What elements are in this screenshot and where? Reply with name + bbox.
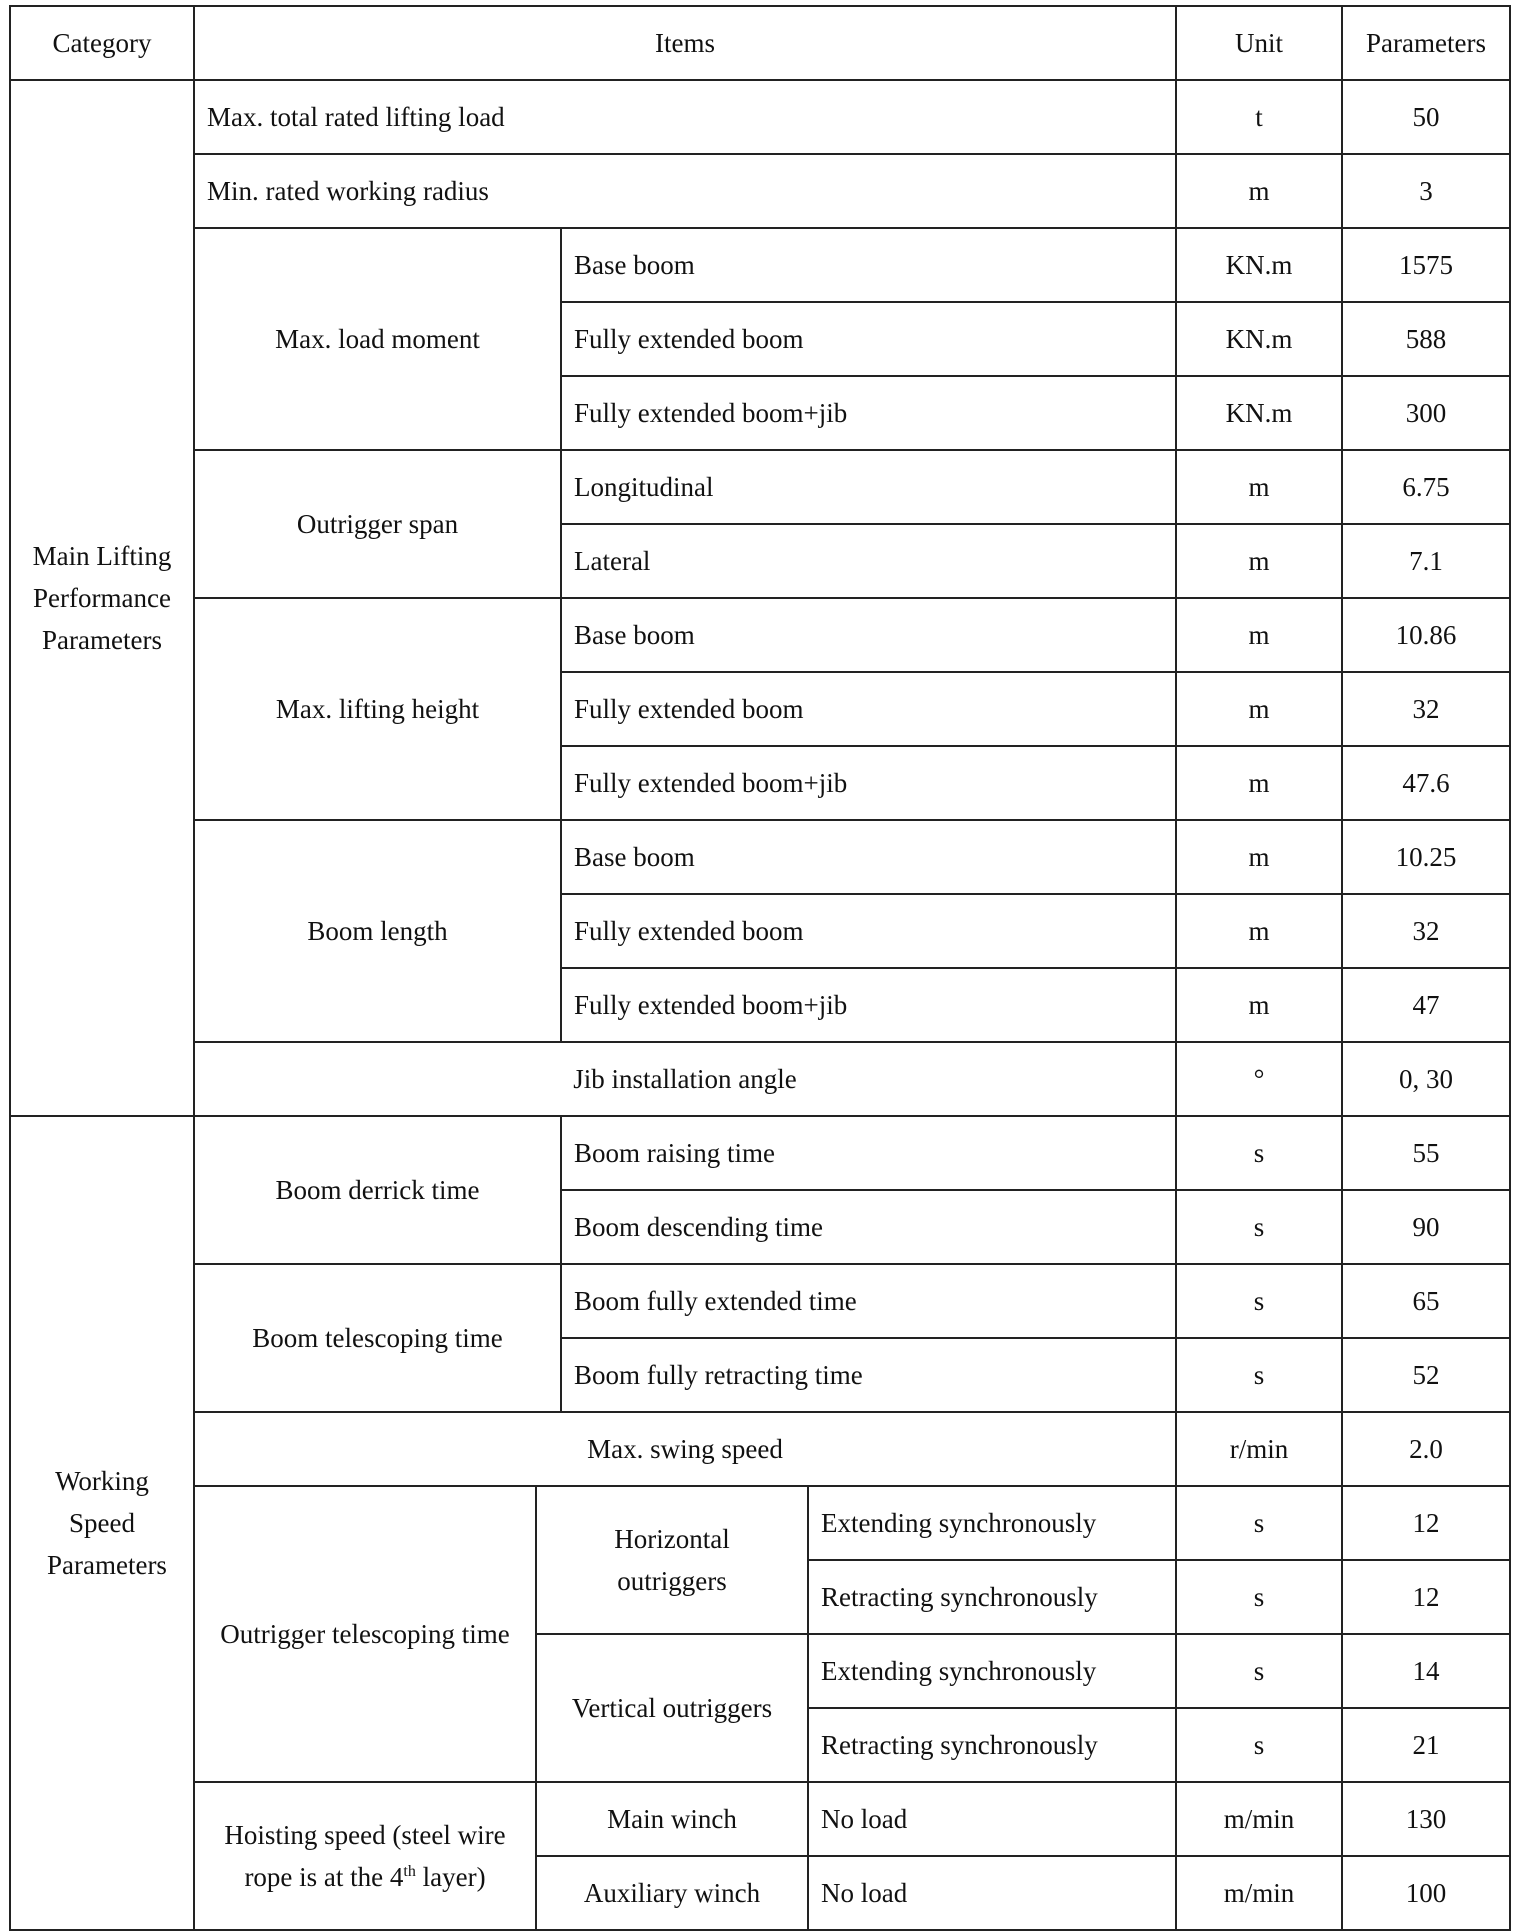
value-cell: 130 bbox=[1342, 1782, 1510, 1856]
item-label: Base boom bbox=[561, 228, 1176, 302]
unit-cell: m/min bbox=[1176, 1782, 1342, 1856]
group-label: Outrigger telescoping time bbox=[194, 1486, 536, 1782]
unit-cell: m bbox=[1176, 968, 1342, 1042]
group-label: Boom telescoping time bbox=[194, 1264, 561, 1412]
value-cell: 10.25 bbox=[1342, 820, 1510, 894]
value-cell: 7.1 bbox=[1342, 524, 1510, 598]
table-row bbox=[10, 1264, 1510, 1338]
unit-cell: s bbox=[1176, 1486, 1342, 1560]
subgroup-label: Vertical outriggers bbox=[536, 1634, 808, 1782]
header-items: Items bbox=[194, 6, 1176, 80]
table-row bbox=[10, 1042, 1510, 1116]
value-cell: 2.0 bbox=[1342, 1412, 1510, 1486]
value-cell: 12 bbox=[1342, 1486, 1510, 1560]
item-label: Retracting synchronously bbox=[808, 1560, 1176, 1634]
table-row bbox=[10, 1412, 1510, 1486]
spec-table bbox=[9, 5, 1511, 1931]
header-parameters: Parameters bbox=[1342, 6, 1510, 80]
hoisting-label-part1: Hoisting speed (steel wire rope is at the 4 bbox=[224, 1820, 506, 1892]
unit-cell: m bbox=[1176, 672, 1342, 746]
value-cell: 52 bbox=[1342, 1338, 1510, 1412]
table-row bbox=[10, 820, 1510, 894]
value-cell: 14 bbox=[1342, 1634, 1510, 1708]
unit-cell: r/min bbox=[1176, 1412, 1342, 1486]
value-cell: 300 bbox=[1342, 376, 1510, 450]
item-label: Fully extended boom bbox=[561, 672, 1176, 746]
item-label: Base boom bbox=[561, 820, 1176, 894]
item-label: Longitudinal bbox=[561, 450, 1176, 524]
item-label: No load bbox=[808, 1856, 1176, 1930]
table-row bbox=[10, 450, 1510, 524]
unit-cell: s bbox=[1176, 1190, 1342, 1264]
item-label: Max. total rated lifting load bbox=[194, 80, 1176, 154]
item-label: Lateral bbox=[561, 524, 1176, 598]
subgroup-label: Auxiliary winch bbox=[536, 1856, 808, 1930]
item-label: Fully extended boom bbox=[561, 894, 1176, 968]
item-label: Extending synchronously bbox=[808, 1634, 1176, 1708]
unit-cell: s bbox=[1176, 1708, 1342, 1782]
header-category: Category bbox=[10, 6, 194, 80]
value-cell: 32 bbox=[1342, 894, 1510, 968]
value-cell: 100 bbox=[1342, 1856, 1510, 1930]
unit-cell: m/min bbox=[1176, 1856, 1342, 1930]
unit-cell: KN.m bbox=[1176, 302, 1342, 376]
category-working-speed bbox=[10, 1116, 194, 1930]
group-label: Boom length bbox=[194, 820, 561, 1042]
item-label: Extending synchronously bbox=[808, 1486, 1176, 1560]
item-label: Boom descending time bbox=[561, 1190, 1176, 1264]
unit-cell: m bbox=[1176, 746, 1342, 820]
item-label: Boom fully retracting time bbox=[561, 1338, 1176, 1412]
value-cell: 50 bbox=[1342, 80, 1510, 154]
category-main-lifting bbox=[10, 80, 194, 1116]
unit-cell: s bbox=[1176, 1264, 1342, 1338]
hoisting-label-part2: layer) bbox=[415, 1862, 486, 1892]
header-unit: Unit bbox=[1176, 6, 1342, 80]
unit-cell: m bbox=[1176, 598, 1342, 672]
item-label: Min. rated working radius bbox=[194, 154, 1176, 228]
unit-cell: t bbox=[1176, 80, 1342, 154]
item-label: No load bbox=[808, 1782, 1176, 1856]
item-label: Base boom bbox=[561, 598, 1176, 672]
subgroup-label bbox=[536, 1486, 808, 1634]
header-row bbox=[10, 6, 1510, 80]
unit-cell: m bbox=[1176, 154, 1342, 228]
group-label: Outrigger span bbox=[194, 450, 561, 598]
group-label: Boom derrick time bbox=[194, 1116, 561, 1264]
item-label: Jib installation angle bbox=[194, 1042, 1176, 1116]
value-cell: 65 bbox=[1342, 1264, 1510, 1338]
value-cell: 21 bbox=[1342, 1708, 1510, 1782]
group-label bbox=[194, 1782, 536, 1930]
unit-cell: KN.m bbox=[1176, 376, 1342, 450]
value-cell: 588 bbox=[1342, 302, 1510, 376]
unit-cell: KN.m bbox=[1176, 228, 1342, 302]
item-label: Boom raising time bbox=[561, 1116, 1176, 1190]
item-label: Fully extended boom+jib bbox=[561, 746, 1176, 820]
value-cell: 32 bbox=[1342, 672, 1510, 746]
table-row bbox=[10, 1116, 1510, 1190]
table-row bbox=[10, 1486, 1510, 1560]
table-row bbox=[10, 80, 1510, 154]
value-cell: 6.75 bbox=[1342, 450, 1510, 524]
unit-cell: s bbox=[1176, 1560, 1342, 1634]
item-label: Retracting synchronously bbox=[808, 1708, 1176, 1782]
table-row bbox=[10, 1782, 1510, 1856]
value-cell: 0, 30 bbox=[1342, 1042, 1510, 1116]
unit-cell: m bbox=[1176, 820, 1342, 894]
value-cell: 90 bbox=[1342, 1190, 1510, 1264]
item-label: Fully extended boom bbox=[561, 302, 1176, 376]
table-row bbox=[10, 598, 1510, 672]
unit-cell: m bbox=[1176, 450, 1342, 524]
table-row bbox=[10, 228, 1510, 302]
unit-cell: ° bbox=[1176, 1042, 1342, 1116]
hoisting-label-sup: th bbox=[403, 1863, 416, 1880]
value-cell: 10.86 bbox=[1342, 598, 1510, 672]
value-cell: 47 bbox=[1342, 968, 1510, 1042]
unit-cell: s bbox=[1176, 1338, 1342, 1412]
value-cell: 1575 bbox=[1342, 228, 1510, 302]
unit-cell: s bbox=[1176, 1634, 1342, 1708]
unit-cell: m bbox=[1176, 894, 1342, 968]
item-label: Fully extended boom+jib bbox=[561, 968, 1176, 1042]
unit-cell: s bbox=[1176, 1116, 1342, 1190]
value-cell: 12 bbox=[1342, 1560, 1510, 1634]
subgroup-label: Main winch bbox=[536, 1782, 808, 1856]
value-cell: 55 bbox=[1342, 1116, 1510, 1190]
item-label: Fully extended boom+jib bbox=[561, 376, 1176, 450]
unit-cell: m bbox=[1176, 524, 1342, 598]
item-label: Boom fully extended time bbox=[561, 1264, 1176, 1338]
group-label: Max. load moment bbox=[194, 228, 561, 450]
category-label: Main Lifting Performance Parameters bbox=[32, 541, 172, 655]
table-row bbox=[10, 154, 1510, 228]
value-cell: 3 bbox=[1342, 154, 1510, 228]
category-label: Working Speed Parameters bbox=[47, 1466, 167, 1580]
subgroup-text: Horizontal outriggers bbox=[614, 1524, 730, 1596]
group-label: Max. lifting height bbox=[194, 598, 561, 820]
value-cell: 47.6 bbox=[1342, 746, 1510, 820]
item-label: Max. swing speed bbox=[194, 1412, 1176, 1486]
